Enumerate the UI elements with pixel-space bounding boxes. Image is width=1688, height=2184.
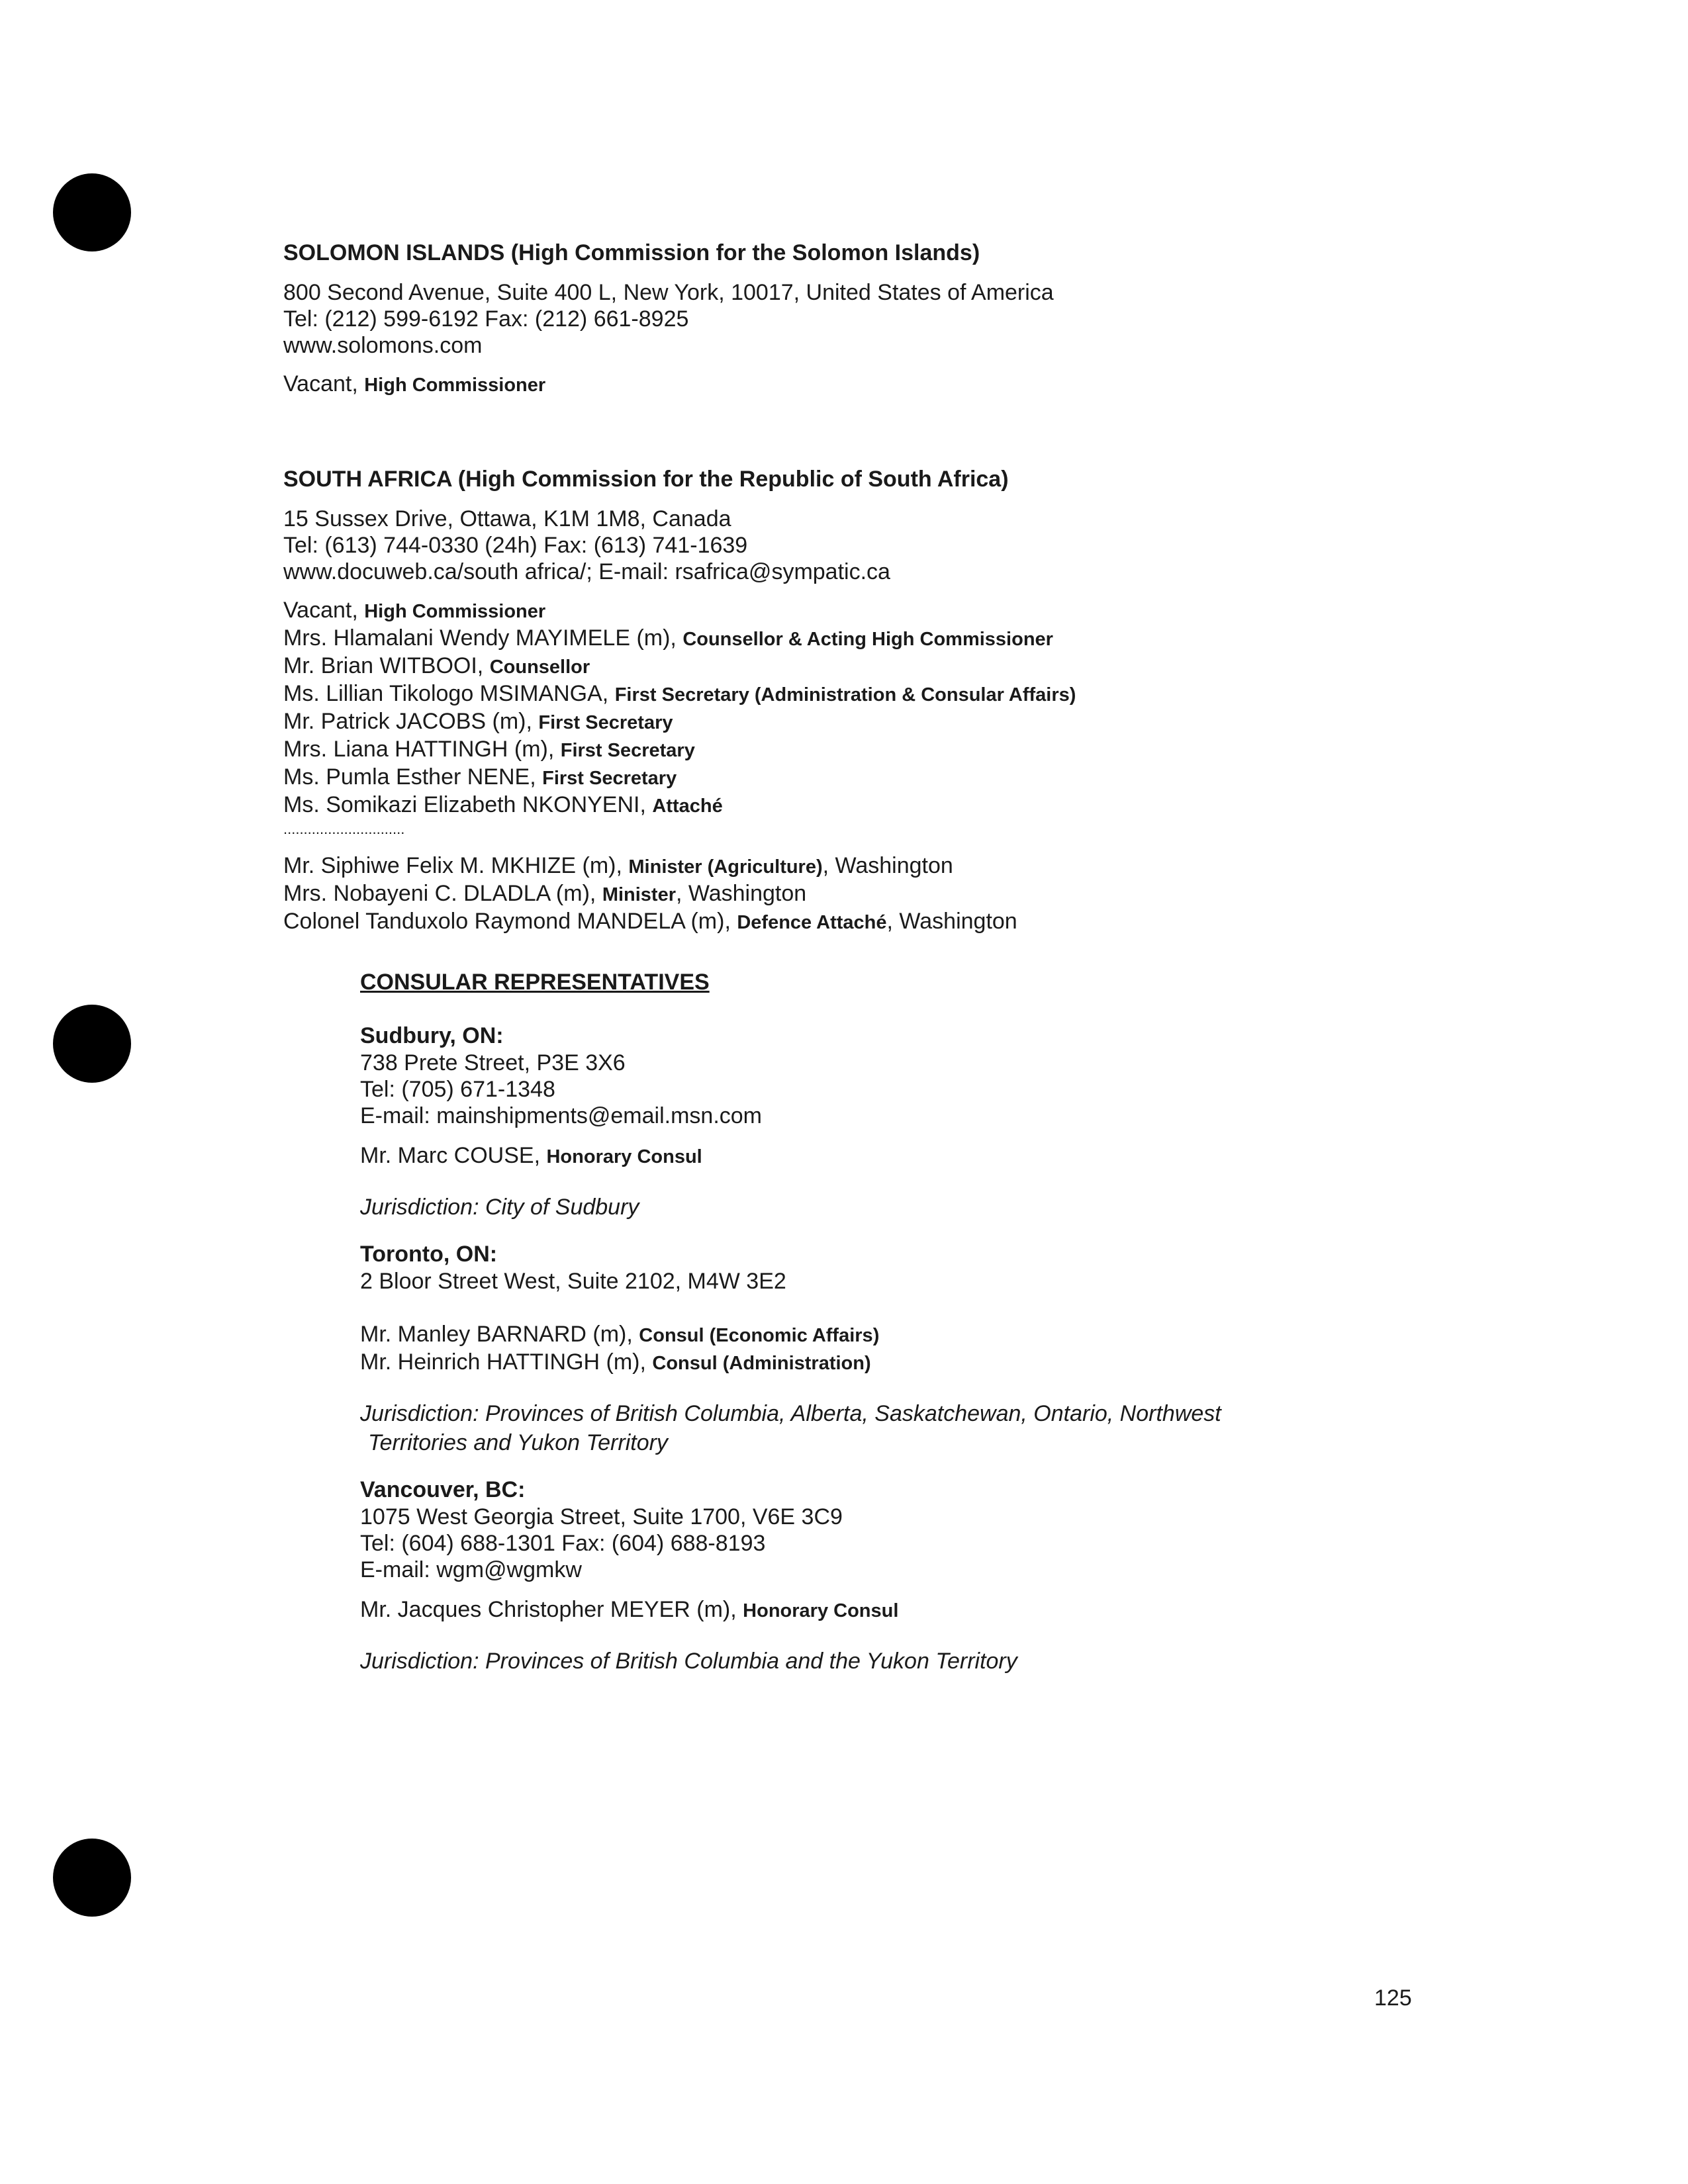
staff-location: , Washington [676, 881, 807, 906]
vancouver-city: Vancouver, BC: [360, 1477, 526, 1502]
staff-name: Mrs. Hlamalani Wendy MAYIMELE (m), [283, 625, 677, 651]
vancouver-address: 1075 West Georgia Street, Suite 1700, V6E 3C9 [360, 1504, 843, 1529]
sudbury-address: 738 Prete Street, P3E 3X6 [360, 1050, 626, 1075]
staff-row [283, 736, 1076, 764]
staff-title: Consul (Economic Affairs) [639, 1325, 880, 1346]
staff-name: Colonel Tanduxolo Raymond MANDELA (m), [283, 909, 731, 934]
staff-name: Mr. Patrick JACOBS (m), [283, 709, 532, 734]
staff-name: Mrs. Nobayeni C. DLADLA (m), [283, 881, 596, 906]
toronto-address: 2 Bloor Street West, Suite 2102, M4W 3E2 [360, 1269, 786, 1294]
punch-hole-bottom [53, 1839, 131, 1917]
consular-section [360, 968, 1221, 1676]
staff-title: First Secretary [560, 740, 695, 761]
staff-row [283, 792, 1076, 819]
staff-title: Attaché [652, 796, 723, 817]
south-africa-section [283, 465, 1076, 936]
staff-name: Ms. Lillian Tikologo MSIMANGA, [283, 681, 609, 706]
staff-name: Ms. Somikazi Elizabeth NKONYENI, [283, 792, 646, 817]
staff-row [283, 625, 1076, 653]
solomon-address: 800 Second Avenue, Suite 400 L, New York, 10017, United States of America [283, 280, 1054, 305]
staff-title: First Secretary (Administration & Consular Affairs) [614, 684, 1076, 705]
staff-location: , Washington [822, 853, 953, 878]
staff-name: Mr. Jacques Christopher MEYER (m), [360, 1597, 737, 1622]
staff-title: Counsellor & Acting High Commissioner [682, 629, 1053, 650]
staff-row [360, 1321, 1221, 1349]
staff-title: First Secretary [542, 768, 677, 789]
washington-staff-row [283, 908, 1076, 936]
south-africa-web: www.docuweb.ca/south africa/; E-mail: rsafrica@sympatic.ca [283, 559, 890, 584]
punch-hole-middle [53, 1005, 131, 1083]
staff-row [283, 597, 1076, 625]
sudbury-jurisdiction: Jurisdiction: City of Sudbury [360, 1195, 639, 1220]
sudbury-email: E-mail: mainshipments@email.msn.com [360, 1103, 763, 1128]
staff-title: Consul (Administration) [652, 1353, 871, 1374]
staff-title: First Secretary [538, 712, 673, 733]
staff-title: Counsellor [489, 657, 590, 678]
staff-title: Minister (Agriculture) [628, 856, 823, 878]
staff-name: Mr. Heinrich HATTINGH (m), [360, 1349, 646, 1375]
staff-name: Mr. Marc COUSE, [360, 1143, 541, 1168]
sudbury-tel: Tel: (705) 671-1348 [360, 1077, 555, 1102]
sudbury-city: Sudbury, ON: [360, 1023, 504, 1048]
staff-name: Vacant, [283, 598, 358, 623]
vancouver-tel: Tel: (604) 688-1301 Fax: (604) 688-8193 [360, 1531, 766, 1556]
staff-location: , Washington [886, 909, 1017, 934]
staff-name: Mrs. Liana HATTINGH (m), [283, 737, 555, 762]
washington-staff-row [283, 880, 1076, 908]
staff-row [360, 1596, 1221, 1624]
staff-title: Honorary Consul [743, 1600, 899, 1621]
vancouver-jurisdiction: Jurisdiction: Provinces of British Columbia and the Yukon Territory [360, 1649, 1017, 1674]
staff-name: Mr. Brian WITBOOI, [283, 653, 484, 678]
staff-title: High Commissioner [364, 601, 546, 622]
staff-title: Honorary Consul [546, 1146, 702, 1167]
staff-name: Ms. Pumla Esther NENE, [283, 764, 536, 790]
page-number: 125 [1374, 1985, 1412, 2011]
staff-row [360, 1142, 1221, 1170]
vancouver-email: E-mail: wgm@wgmkw [360, 1557, 582, 1582]
washington-staff-row [283, 852, 1076, 880]
south-africa-heading: SOUTH AFRICA (High Commission for the Republic of South Africa) [283, 467, 1009, 492]
solomon-web: www.solomons.com [283, 333, 483, 358]
toronto-city: Toronto, ON: [360, 1242, 498, 1267]
staff-row [283, 680, 1076, 708]
solomon-heading: SOLOMON ISLANDS (High Commission for the Solomon Islands) [283, 240, 980, 265]
staff-row [360, 1349, 1221, 1377]
staff-name: Vacant, [283, 371, 358, 396]
staff-row [283, 653, 1076, 680]
staff-row [283, 764, 1076, 792]
solomon-tel: Tel: (212) 599-6192 Fax: (212) 661-8925 [283, 306, 689, 332]
staff-title: Defence Attaché [737, 912, 887, 933]
toronto-jurisdiction-cont: Territories and Yukon Territory [368, 1430, 668, 1455]
south-africa-tel: Tel: (613) 744-0330 (24h) Fax: (613) 741-1639 [283, 533, 748, 558]
staff-name: Mr. Manley BARNARD (m), [360, 1322, 633, 1347]
staff-row [283, 371, 1054, 398]
staff-name: Mr. Siphiwe Felix M. MKHIZE (m), [283, 853, 622, 878]
staff-title: Minister [602, 884, 676, 905]
staff-title: High Commissioner [364, 375, 546, 396]
south-africa-address: 15 Sussex Drive, Ottawa, K1M 1M8, Canada [283, 506, 731, 531]
solomon-section [283, 238, 1054, 398]
consular-heading: CONSULAR REPRESENTATIVES [360, 970, 710, 995]
punch-hole-top [53, 173, 131, 251]
staff-row [283, 708, 1076, 736]
dotted-separator: .............................. [283, 821, 405, 837]
toronto-jurisdiction: Jurisdiction: Provinces of British Columbia, Alberta, Saskatchewan, Ontario, Northwest [360, 1401, 1221, 1426]
